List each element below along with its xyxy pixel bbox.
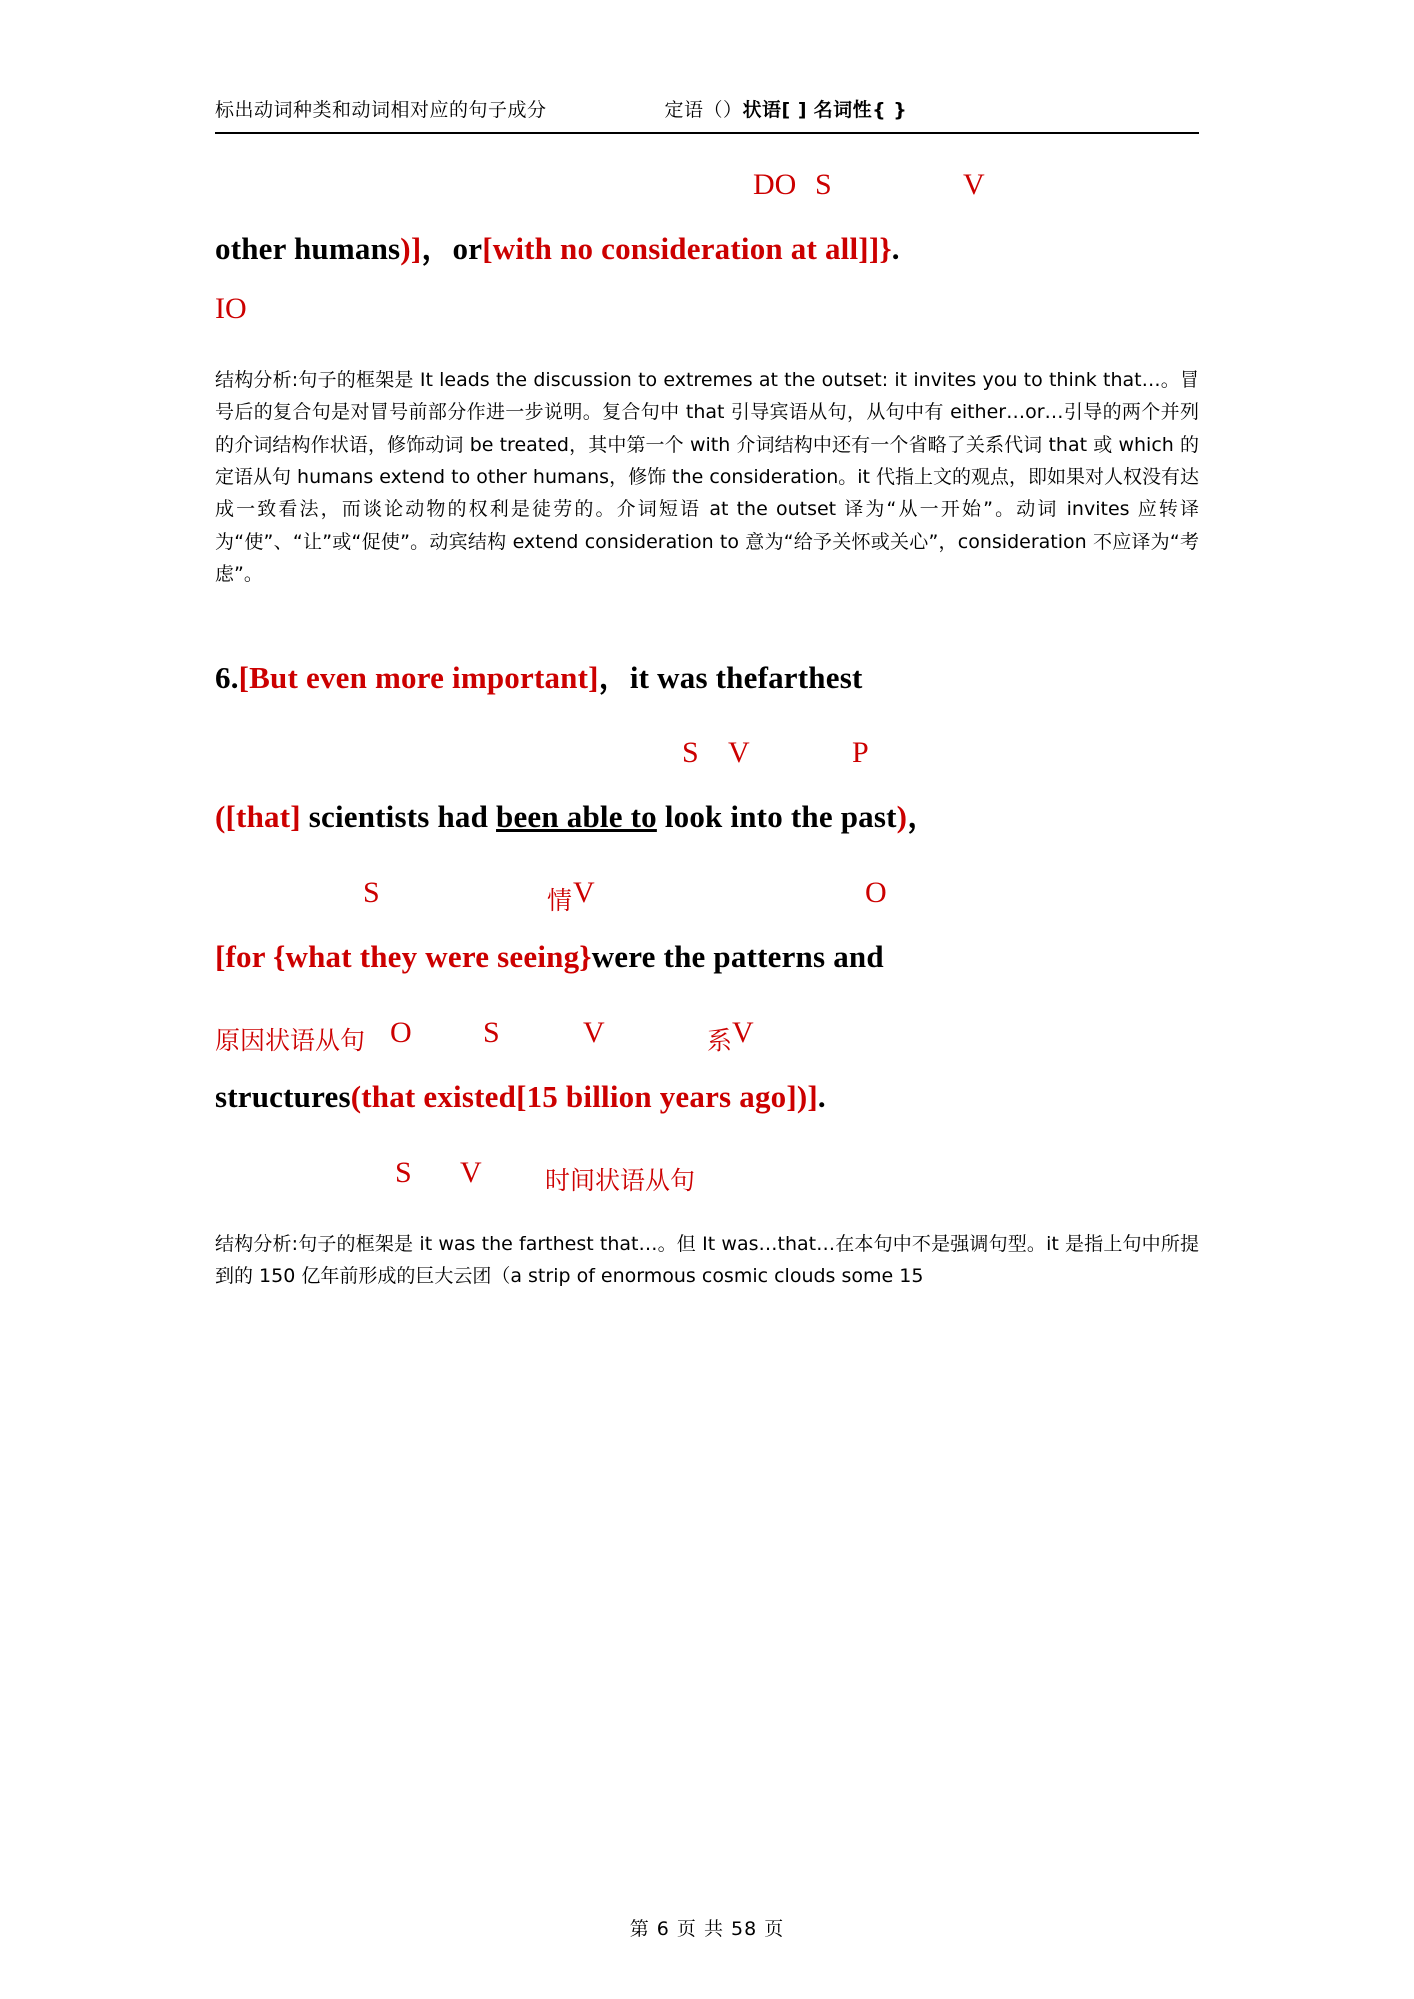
sentence-continuation xyxy=(215,228,1199,270)
marks-row-6 xyxy=(215,1156,1199,1202)
mark-s-4: S xyxy=(483,1016,500,1050)
sentence-adverbial-clause: [But even more important] xyxy=(238,659,599,695)
sentence-noun-structures: structures xyxy=(215,1079,351,1115)
mark-s: S xyxy=(815,168,832,201)
mark-v-3: V xyxy=(573,876,595,910)
analysis-text-1: 结构分析:句子的框架是 It leads the discussion to extremes at the outset: it invites you to think that…。冒号后的复合句是对冒号前部分作进一步说明。复合句中 that 引导宾语从句，从句中有 either…or…引导的两个并列的介词结构作状语，修饰动词 be treated，其中第一个 with 介词结构中还有一个省略了关系代词 that 或 which 的定语从句 humans extend to other humans，修饰 the consideration。it 代指上文的观点，即如果对人权没有达成一致看法，而谈论动物的权利是徒劳的。介词短语 at the outset 译为“从一开始”。动词 invites 应转译为“使”、“让”或“促使”。动宾结构 extend consideration to 意为“给予关怀或关心”，consideration 不应译为“考虑”。 xyxy=(215,368,1200,586)
sentence-predicate: were the patterns and xyxy=(591,939,884,975)
mark-modal: 情 xyxy=(547,886,573,916)
sentence-underlined-verb: been able to xyxy=(496,799,657,835)
mark-o: O xyxy=(865,876,887,910)
mark-linking: 系 xyxy=(707,1026,733,1056)
mark-s-5: S xyxy=(395,1155,412,1189)
sentence-close-brackets: )] xyxy=(796,1079,818,1115)
marks-row-5 xyxy=(215,1016,1199,1062)
header-left-text: 标出动词种类和动词相对应的句子成分 xyxy=(215,99,547,121)
sentence-final-period: . xyxy=(817,1079,826,1115)
mark-o-2: O xyxy=(390,1016,412,1050)
mark-v-5: V xyxy=(732,1016,754,1050)
structure-analysis-2 xyxy=(215,1228,1199,1293)
marks-row-2 xyxy=(215,292,1199,338)
marks-row-4 xyxy=(215,876,1199,922)
mark-s-2: S xyxy=(682,736,699,770)
sentence-that: [that] xyxy=(225,799,301,835)
mark-s-3: S xyxy=(363,876,380,910)
header-adverbial-label: 状语[ ] xyxy=(742,99,808,121)
sentence-object: look into the past xyxy=(656,799,897,835)
sentence-9 xyxy=(215,1076,1199,1118)
sentence-relative-clause: (that existed xyxy=(350,1079,517,1115)
marks-row-1 xyxy=(215,168,1199,214)
mark-v: V xyxy=(963,168,985,201)
mark-v-2: V xyxy=(728,736,750,770)
sentence-part-plain: other humans xyxy=(215,231,401,266)
sentence-reason-clause: [for {what they were seeing} xyxy=(215,939,592,975)
sentence-number: 6. xyxy=(215,659,239,695)
mark-p: P xyxy=(852,736,869,770)
page-footer: 第 6 页 共 58 页 xyxy=(629,1918,785,1940)
header-right-text xyxy=(665,95,908,122)
sentence-subject: scientists had xyxy=(300,799,497,835)
sentence-6 xyxy=(215,657,1199,699)
sentence-7 xyxy=(215,796,1199,838)
marks-row-3 xyxy=(215,736,1199,782)
sentence-close-paren: ) xyxy=(896,799,908,835)
mark-v-6: V xyxy=(460,1155,482,1189)
sentence-comma: ， xyxy=(907,799,939,835)
sentence-part-adverbial: [with no consideration at all]]} xyxy=(482,231,892,266)
structure-analysis-1 xyxy=(215,364,1199,591)
header-attributive-label: 定语（） xyxy=(664,99,743,121)
mark-do: DO xyxy=(753,168,797,201)
sentence-part-bracket: )] xyxy=(400,231,422,266)
mark-time-adverbial-clause: 时间状语从句 xyxy=(545,1165,696,1195)
sentence-part-conj: ，or xyxy=(421,231,483,266)
mark-reason-adverbial-clause: 原因状语从句 xyxy=(215,1026,366,1056)
page-header xyxy=(215,0,1199,134)
sentence-open-paren: ( xyxy=(215,799,226,835)
header-nominal-label: 名词性{ } xyxy=(813,99,908,121)
sentence-8 xyxy=(215,936,1199,978)
sentence-part-period: . xyxy=(891,231,900,266)
sentence-main: ，it was thefarthest xyxy=(598,659,863,695)
mark-v-4: V xyxy=(583,1016,605,1050)
analysis-text-2: 结构分析:句子的框架是 it was the farthest that…。但 It was…that…在本句中不是强调句型。it 是指上句中所提到的 150 亿年前形成的巨大云团（a strip of enormous cosmic clouds some 15 xyxy=(215,1232,1199,1288)
mark-io: IO xyxy=(215,291,247,325)
sentence-time-adverbial: [15 billion years ago] xyxy=(516,1079,797,1115)
